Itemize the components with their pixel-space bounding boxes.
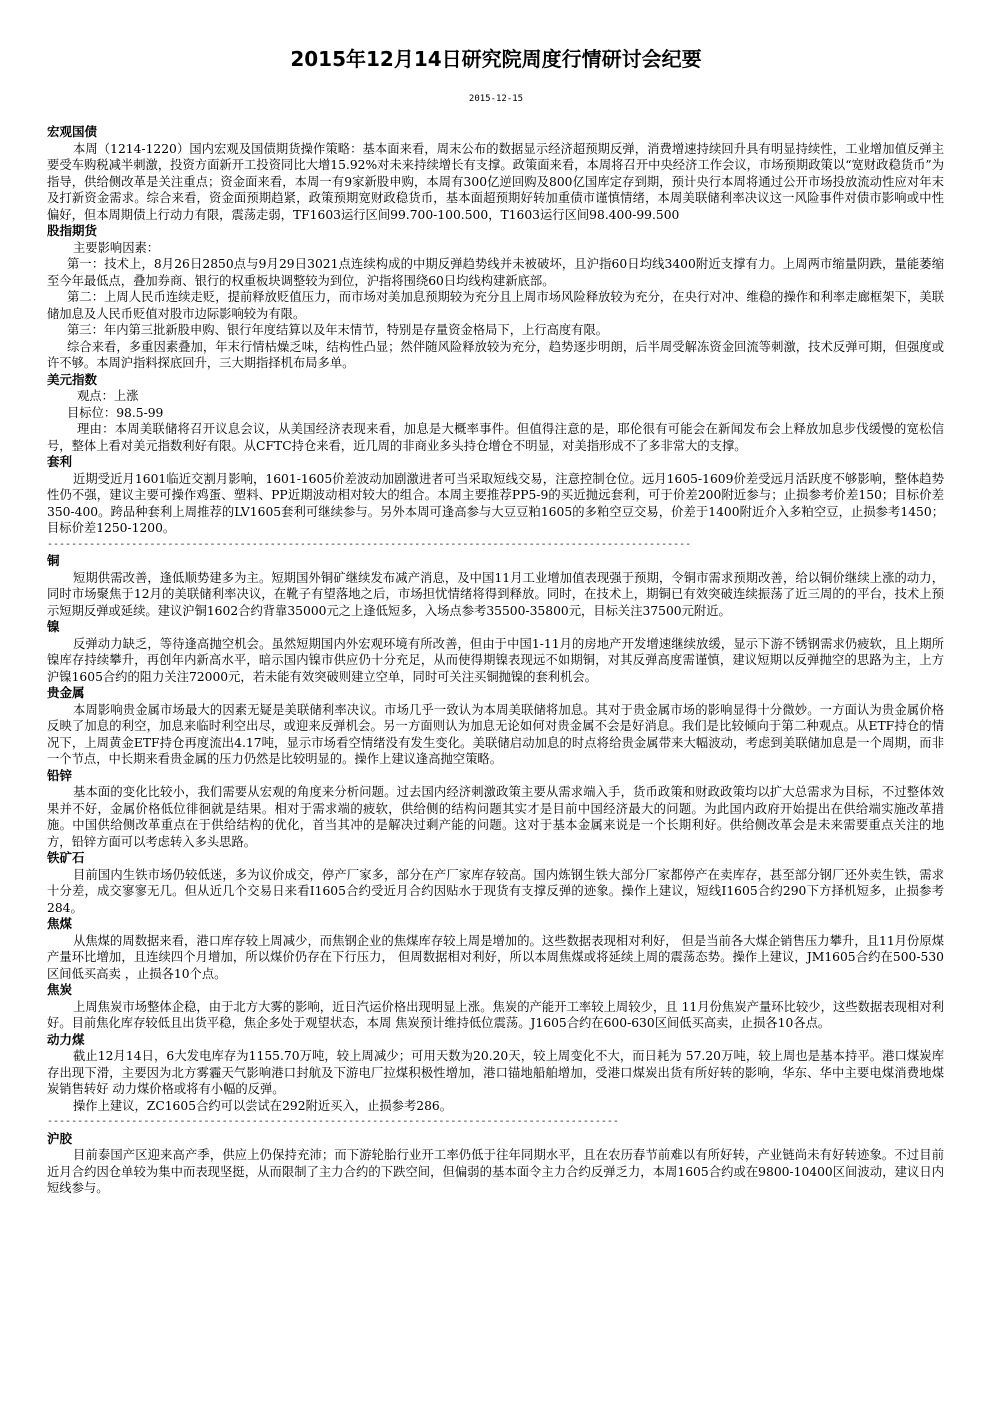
paragraph: 综合来看，多重因素叠加，年末行情枯燥乏味，结构性凸显；然伴随风险释放较为充分，趋势逐步明朗，后半周受解冻资金回流等刺激，技术反弹可期，但强度或许不够。本周沪指料探底回升，三大期指择机布局多单。 [47,339,944,370]
paragraph: 本周影响贵金属市场最大的因素无疑是美联储利率决议。市场几乎一致认为本周美联储将加息。其对于贵金属市场的影响显得十分微妙。一方面认为贵金属价格反映了加息的利空，加息来临时利空出尽，或迎来反弹机会。另一方面则认为加息无论如何对贵金属不会是好消息。我们是比较倾向于第二种观点。从ETF持仓的情况下，上周黄金ETF持仓再度流出4.17吨，显示市场看空情绪没有发生变化。美联储启动加息的时点将给贵金属带来大幅波动，考虑到美联储加息是一个周期，而非一个节点，中长期来看贵金属的压力仍然是比较明显的。操作上建议逢高抛空策略。 [47,702,944,766]
paragraph: 截止12月14日，6大发电库存为1155.70万吨，较上周减少；可用天数为20.20天，较上周变化不大，而日耗为 57.20万吨，较上周也是基本持平。港口煤炭库存出现下滑，主要因为北方雾霾天气影响港口封航及下游电厂拉煤积极性增加，港口锚地船舶增加，受港口煤炭出货有所好转的影响，华东、华中主要电煤消费地煤炭销售转好 动力煤价格或将有小幅的反弹。 [47,1049,944,1096]
heading-macro: 宏观国债 [47,124,98,139]
paragraph: 目前国内生铁市场仍较低迷，多为议价成交，停产厂家多，部分在产厂家库存较高。国内炼钢生铁大部分厂家都停产在卖库存，甚至部分钢厂还外卖生铁，需求十分差，成交寥寥无几。但从近几个交易日来看I1605合约受近月合约因贴水于现货有支撑反弹的迹象。操作上建议，短线I1605合约290下方择机短多，止损参考284。 [47,867,944,915]
paragraph: 理由：本周美联储将召开议息会议，从美国经济表现来看，加息是大概率事件。但值得注意的是，耶伦很有可能会在新闻发布会上释放加息步伐缓慢的宽松信号，整体上看对美元指数利好有限。从CFTC持仓来看，近几周的非商业多头持仓增仓不明显，对美指形成不了多非常大的支撑。 [47,422,944,453]
heading-iron-ore: 铁矿石 [47,850,85,865]
heading-precious-metals: 贵金属 [47,685,85,700]
heading-thermal-coal: 动力煤 [47,1031,85,1047]
paragraph: 第一：技术上，8月26日2850点与9月29日3021点连续构成的中期反弹趋势线并未被破坏，且沪指60日均线3400附近支撑有力。上周两市缩量阴跌，量能萎缩至今年最低点，叠加券商、银行的权重板块调整较为到位，沪指将围绕60日均线构建新底部。 [47,257,944,288]
paragraph: 上周焦炭市场整体企稳，由于北方大雾的影响，近日汽运价格出现明显上涨。焦炭的产能开工率较上周较少，且 11月份焦炭产量环比较少，这些数据表现相对利好。目前焦化库存较低且出货平稳，焦企多处于观望状态，本周 焦炭预计维持低位震荡。J1605合约在600-630区间低买高卖，止损各10各点。 [47,999,944,1030]
paragraph: 目前泰国产区迎来高产季，供应上仍保持充沛；而下游轮胎行业开工率仍低于往年同期水平，且在农历春节前难以有所好转，产业链尚未有好转迹象。不过目前近月合约因仓单较为集中而表现坚挺，从而限制了主力合约的下跌空间，但偏弱的基本面令主力合约反弹乏力，本周1605合约或在9800-10400区间波动，建议日内短线参与。 [47,1148,944,1195]
paragraph: 观点：上涨 [77,389,139,403]
paragraph: 本周（1214-1220）国内宏观及国债期货操作策略：基本面来看，周末公布的数据显示经济超预期反弹，消费增速持续回升具有明显持续性，工业增加值反弹主要受车购税减半刺激，投资方面新开工投资同比大增15.92%对未来持续增长有支撑。政策面来看，本周将召开中央经济工作会议，市场预期政策以“宽财政稳货币”为指导，供给侧改革是关注重点；资金面来看，本周一有9家新股申购，本周有300亿逆回购及800亿国库定存到期，预计央行本周将通过公开市场投放流动性应对年末及打新资金需求。综合来看，资金面预期趋紧，政策预期宽财政稳货币，基本面超预期好转加重债市谨慎情绪，本周美联储利率决议这一风险事件对债市影响或中性偏好，但本周期债上行动力有限，震荡走弱，TF1603运行区间99.700-100.500，T1603运行区间98.400-99.500 [47,141,944,222]
paragraph: 反弹动力缺乏，等待逢高抛空机会。虽然短期国内外宏观环境有所改善，但由于中国1-11月的房地产开发增速继续放缓，显示下游不锈钢需求仍疲软，且上期所镍库存持续攀升，再创年内新高水平，暗示国内镍市供应仍十分充足，从而使得期镍表现远不如期铜，对其反弹高度需谨慎，建议短期以反弹抛空的思路为主，上方沪镍1605合约的阻力关注72000元，若未能有效突破则建立空单，同时可关注买铜抛镍的套利机会。 [47,636,944,684]
paragraph: 第二：上周人民币连续走贬，提前释放贬值压力，而市场对美加息预期较为充分且上周市场风险释放较为充分，在央行对冲、维稳的操作和利率走廊框架下，美联储加息及人民币贬值对股市边际影响较为有限。 [47,290,944,321]
heading-coke: 焦炭 [47,982,73,997]
document-date: 2015-12-15 [468,94,524,104]
paragraph: 第三：年内第三批新股申购、银行年度结算以及年末情节，特别是存量资金格局下，上行高度有限。 [67,323,609,337]
heading-usd-index: 美元指数 [47,371,98,387]
heading-lead-zinc: 铅锌 [47,767,73,783]
paragraph: 目标位：98.5-99 [67,405,164,420]
document-body [47,124,944,1197]
heading-copper: 铜 [47,553,60,568]
separator-line: ----------------------------------------------------------------------------------------------- [47,1116,619,1127]
document-title: 2015年12月14日研究院周度行情研讨会纪要 [290,47,702,71]
paragraph: 基本面的变化比较小，我们需要从宏观的角度来分析问题。过去国内经济刺激政策主要从需求端入手，货币政策和财政政策均以扩大总需求为目标，不过整体效果并不好，金属价格低位徘徊就是结果。相对于需求端的疲软，供给侧的结构问题其实才是目前中国经济最大的问题。为此国内政府开始提出在供给端实施改革措施。中国供给侧改革重点在于供给结构的优化，首当其冲的是解决过剩产能的问题。这对于基本金属来说是一个长期利好。供给侧改革会是未来需要重点关注的地方，铅锌方面可以考虑转入多头思路。 [47,785,944,849]
paragraph: 主要影响因素： [73,240,160,255]
separator-line: ----------------------------------------------------------------------------------------------------------- [47,538,692,550]
paragraph: 短期供需改善，逢低顺势建多为主。短期国外铜矿继续发布减产消息，及中国11月工业增加值表现强于预期，令铜市需求预期改善，给以铜价继续上涨的动力，同时市场聚焦于12月的美联储利率决议，在靴子有望落地之后，市场担忧情绪将得到释放。同时，在技术上，期铜已有效突破连续振荡了近三周的的平台，技术上预示短期反弹或延续。建议沪铜1602合约背靠35000元之上逢低短多，入场点参考35500-35800元，目标关注37500元附近。 [47,570,944,618]
paragraph: 近期受近月1601临近交割月影响，1601-1605价差波动加剧激进者可当采取短线交易，注意控制仓位。远月1605-1609价差受远月活跃度不够影响，整体趋势性仍不强，建议主要可操作鸡蛋、塑料、PP近期波动相对较大的组合。本周主要推荐PP5-9的买近抛远套利，可于价差200附近参与；止损参考价差150；目标价差350-400。跨品种套利上周推荐的LV1605套利可继续参与。另外本周可逢高参与大豆豆粕1605的多粕空豆交易，价差于1400附近介入多粕空豆，止损参考1450；目标价差1250-1200。 [47,471,944,535]
heading-coking-coal: 焦煤 [47,916,73,931]
paragraph: 操作上建议，ZC1605合约可以尝试在292附近买入，止损参考286。 [73,1098,453,1113]
heading-index-futures: 股指期货 [47,223,98,238]
heading-nickel: 镍 [47,619,60,634]
heading-arbitrage: 套利 [47,454,73,469]
paragraph: 从焦煤的周数据来看，港口库存较上周减少，而焦钢企业的焦煤库存较上周是增加的。这些数据表现相对利好， 但是当前各大煤企销售压力攀升，且11月份原煤产量环比增加，且连续四个月增加，所以煤价仍存在下行压力， 但周数据相对利好，所以本周焦煤或将延续上周的震荡态势。操作上建议，JM1605合约在500-530区间低买高卖 ，止损各10个点。 [47,933,944,981]
heading-rubber: 沪胶 [47,1130,73,1146]
